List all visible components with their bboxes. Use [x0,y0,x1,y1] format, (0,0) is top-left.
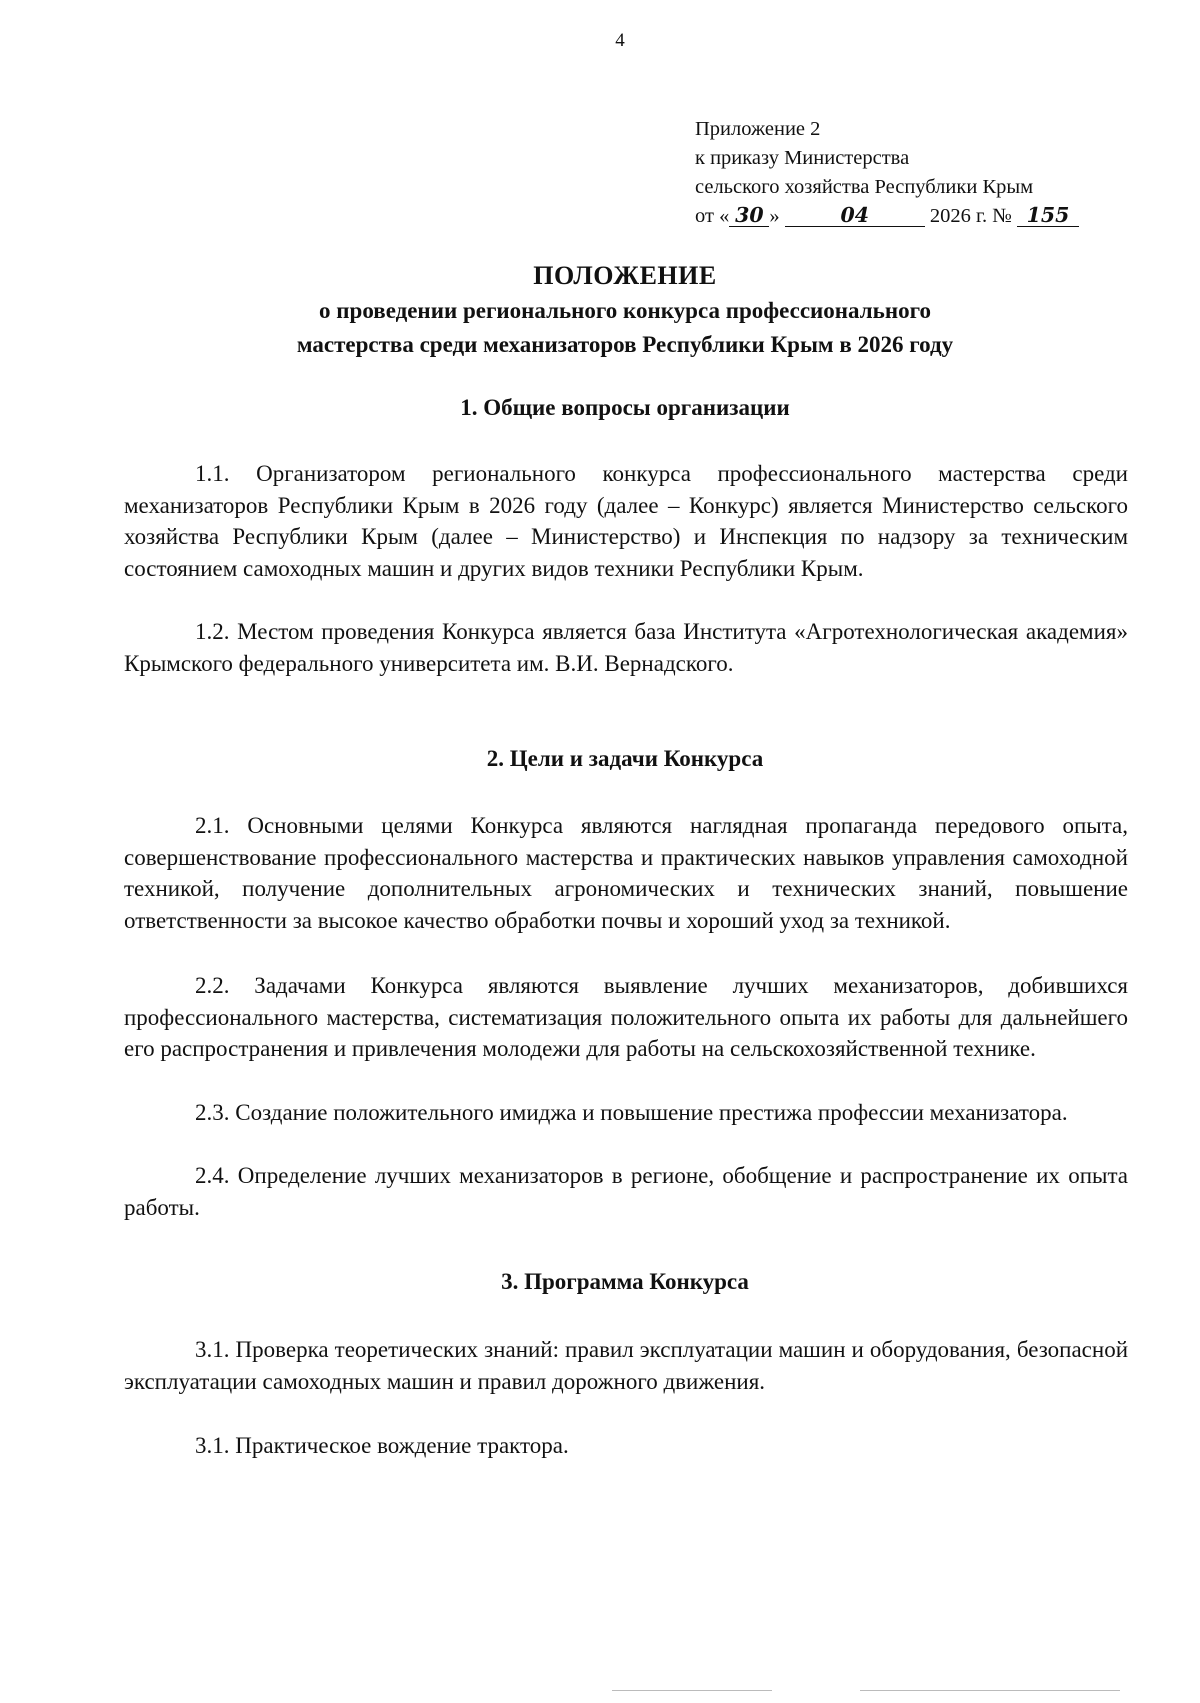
appendix-line-3: сельского хозяйства Республики Крым [695,176,1034,198]
scan-artifact-line [612,1690,772,1691]
date-mid: » [769,205,780,227]
paragraph-2-4: 2.4. Определение лучших механизаторов в регионе, обобщение и распространение их опыта работы. [124,1163,1128,1220]
order-number: 155 [1017,204,1079,227]
document-title: ПОЛОЖЕНИЕ [533,261,717,290]
appendix-date-line [695,202,1115,231]
paragraph-2-2: 2.2. Задачами Конкурса являются выявление лучших механизаторов, добившихся профессионального мастерства, систематизация положительного опыта их работы для дальнейшего его распространения и привлечения молодежи для работы на сельскохозяйственной технике. [124,973,1128,1061]
title-block [120,258,1130,362]
paragraph-1-2: 1.2. Местом проведения Конкурса является база Института «Агротехнологическая академия» Крымского федерального университета им. В.И. Вернадского. [124,619,1128,676]
appendix-line-1: Приложение 2 [695,118,821,140]
paragraph-1-1: 1.1. Организатором регионального конкурса профессионального мастерства среди механизаторов Республики Крым в 2026 году (далее – Конкурс) является Министерство сельского хозяйства Республики Крым (далее – Министерство) и Инспекция по надзору за техническим состоянием самоходных машин и других видов техники Республики Крым. [124,461,1128,581]
date-prefix: от « [695,205,730,227]
appendix-block [695,115,1115,231]
document-subtitle-1: о проведении регионального конкурса профессионального [319,298,931,323]
section-heading-1: 1. Общие вопросы организации [460,395,790,420]
date-year: 2026 г. № [929,205,1012,227]
section-heading-2: 2. Цели и задачи Конкурса [486,746,764,771]
page-number: 4 [615,30,625,51]
appendix-line-2: к приказу Министерства [695,147,910,169]
date-month: 04 [785,204,925,227]
paragraph-3-1: 3.1. Проверка теоретических знаний: правил эксплуатации машин и оборудования, безопасной эксплуатации самоходных машин и правил дорожного движения. [124,1337,1128,1394]
paragraph-3-2: 3.1. Практическое вождение трактора. [195,1433,569,1458]
document-subtitle-2: мастерства среди механизаторов Республики Крым в 2026 году [296,332,954,357]
section-heading-3: 3. Программа Конкурса [501,1269,749,1294]
paragraph-2-1: 2.1. Основными целями Конкурса являются наглядная пропаганда передового опыта, совершенствование профессионального мастерства и практических навыков управления самоходной техникой, получение дополнительных агрономических и технических знаний, повышение ответственности за высокое качество обработки почвы и хороший уход за техникой. [124,813,1128,933]
date-day: 30 [729,204,769,227]
paragraph-2-3: 2.3. Создание положительного имиджа и повышение престижа профессии механизатора. [195,1100,1068,1125]
scan-artifact-line [860,1690,1120,1691]
